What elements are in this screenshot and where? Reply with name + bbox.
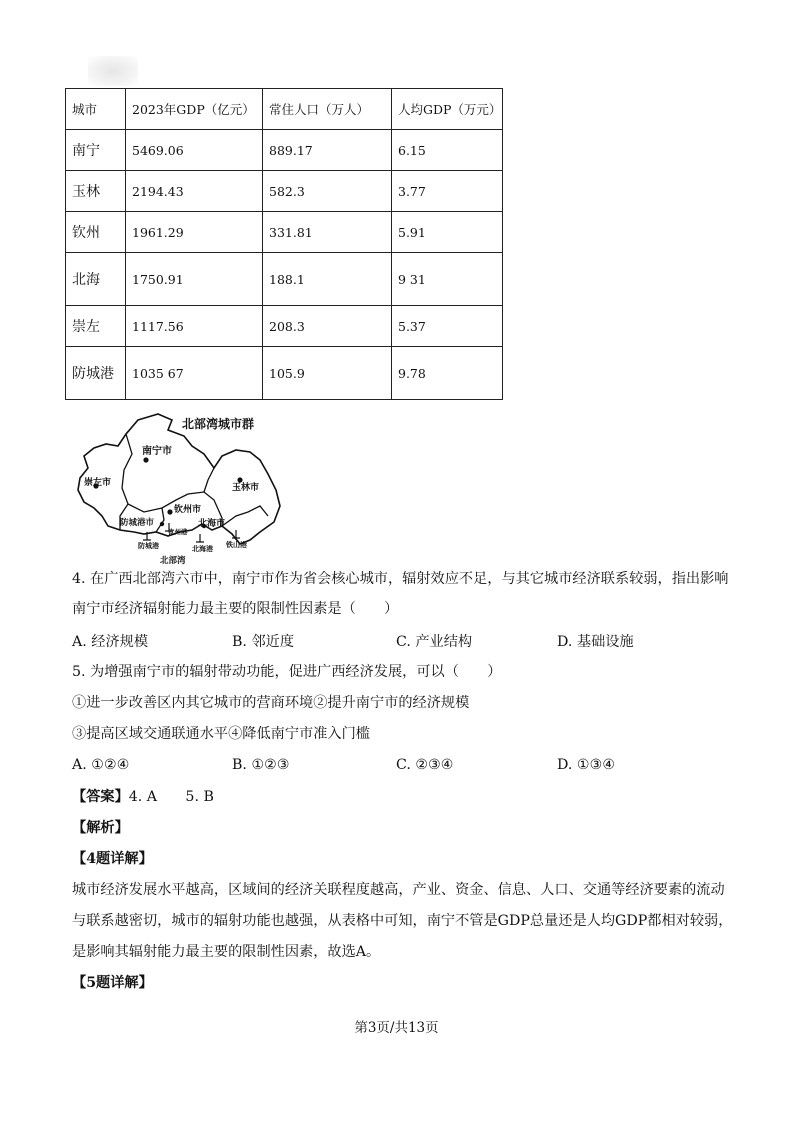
q5-stem-line3: ③提高区域交通联通水平④降低南宁市准入门槛	[72, 726, 370, 742]
table-cell: 5.37	[392, 306, 503, 347]
answer-line	[72, 787, 214, 807]
detail4-line1: 城市经济发展水平越高，区域间的经济关联程度越高，产业、资金、信息、人口、交通等经济要素的流动	[72, 882, 725, 898]
q4-option-a: A. 经济规模	[72, 634, 149, 650]
table-header-cell: 2023年GDP（亿元）	[126, 89, 263, 130]
anchor-icon	[196, 534, 204, 542]
table-cell: 1961.29	[126, 212, 263, 253]
table-row	[66, 171, 503, 212]
table-cell: 1035 67	[126, 347, 263, 400]
city-dot	[160, 522, 164, 526]
gdp-table	[65, 88, 503, 400]
table-cell: 玉林	[66, 171, 126, 212]
q4-stem-line1: 4. 在广西北部湾六市中，南宁市作为省会核心城市，辐射效应不足，与其它城市经济联系较弱，指出影响	[72, 571, 729, 587]
table-cell: 南宁	[66, 130, 126, 171]
port-label-tieshan: 铁山港	[226, 541, 247, 549]
port-label-fangcheng: 防城港	[138, 542, 159, 550]
table-row	[66, 347, 503, 400]
detail4-line2: 与联系越密切，城市的辐射功能也越强，从表格中可知，南宁不管是GDP总量还是人均GDP都相对较弱，	[72, 913, 733, 929]
port-label-qinzhou: 钦州港	[168, 528, 188, 536]
map-label-chongzuo: 崇左市	[84, 478, 112, 488]
table-row	[66, 212, 503, 253]
table-cell: 105.9	[263, 347, 392, 400]
answer-label: 【答案】	[72, 789, 129, 805]
table-header-row	[66, 89, 503, 130]
map-title: 北部湾城市群	[182, 417, 255, 431]
table-row	[66, 306, 503, 347]
table-cell: 889.17	[263, 130, 392, 171]
table-cell: 1117.56	[126, 306, 263, 347]
table-cell: 188.1	[263, 253, 392, 306]
table-row	[66, 130, 503, 171]
q4-option-d: D. 基础设施	[557, 634, 634, 650]
map-label-fangchenggang: 防城港市	[120, 518, 155, 528]
table-cell: 5.91	[392, 212, 503, 253]
city-dot	[143, 457, 148, 462]
q5-stem-line2: ①进一步改善区内其它城市的营商环境②提升南宁市的经济规模	[72, 695, 470, 711]
table-cell: 208.3	[263, 306, 392, 347]
table-header-cell: 人均GDP（万元）	[392, 89, 503, 130]
city-dot	[167, 509, 172, 514]
port-label-beihai: 北海港	[192, 545, 213, 553]
q5-option-c: C. ②③④	[396, 757, 454, 773]
page-footer: 第3页/共13页	[354, 1020, 439, 1036]
table-cell: 崇左	[66, 306, 126, 347]
q4-stem-line2: 南宁市经济辐射能力最主要的限制性因素是（ ）	[72, 601, 399, 617]
answer-text: 4. A 5. B	[128, 789, 214, 805]
table-cell: 9.78	[392, 347, 503, 400]
table-cell: 331.81	[263, 212, 392, 253]
q5-option-b: B. ①②③	[232, 757, 290, 773]
table-cell: 1750.91	[126, 253, 263, 306]
table-cell: 3.77	[392, 171, 503, 212]
q4-option-b: B. 邻近度	[232, 634, 295, 650]
q5-stem-line1: 5. 为增强南宁市的辐射带动功能，促进广西经济发展，可以（ ）	[72, 664, 502, 680]
q4-option-c: C. 产业结构	[396, 634, 473, 650]
detail5-label: 【5题详解】	[72, 975, 153, 991]
city-dot	[237, 477, 242, 482]
map-label-yulin: 玉林市	[232, 483, 260, 493]
q5-option-d: D. ①③④	[557, 757, 616, 773]
table-cell: 9 31	[392, 253, 503, 306]
map-label-beihai: 北海市	[198, 519, 226, 529]
analysis-label: 【解析】	[72, 820, 129, 836]
table-row	[66, 253, 503, 306]
table-cell: 2194.43	[126, 171, 263, 212]
table-header-cell: 城市	[66, 89, 126, 130]
scan-smudge	[88, 56, 138, 86]
table-cell: 6.15	[392, 130, 503, 171]
table-cell: 582.3	[263, 171, 392, 212]
map-label-bay: 北部湾	[160, 556, 186, 566]
map-label-nanning: 南宁市	[142, 446, 172, 457]
table-cell: 防城港	[66, 347, 126, 400]
table-cell: 5469.06	[126, 130, 263, 171]
table-header-cell: 常住人口（万人）	[263, 89, 392, 130]
detail4-label: 【4题详解】	[72, 851, 153, 867]
q5-option-a: A. ①②④	[72, 757, 130, 773]
beibu-gulf-map	[72, 408, 287, 568]
map-label-qinzhou: 钦州市	[174, 505, 202, 515]
table-cell: 钦州	[66, 212, 126, 253]
detail4-line3: 是影响其辐射能力最主要的限制性因素，故选A。	[72, 944, 381, 960]
table-cell: 北海	[66, 253, 126, 306]
